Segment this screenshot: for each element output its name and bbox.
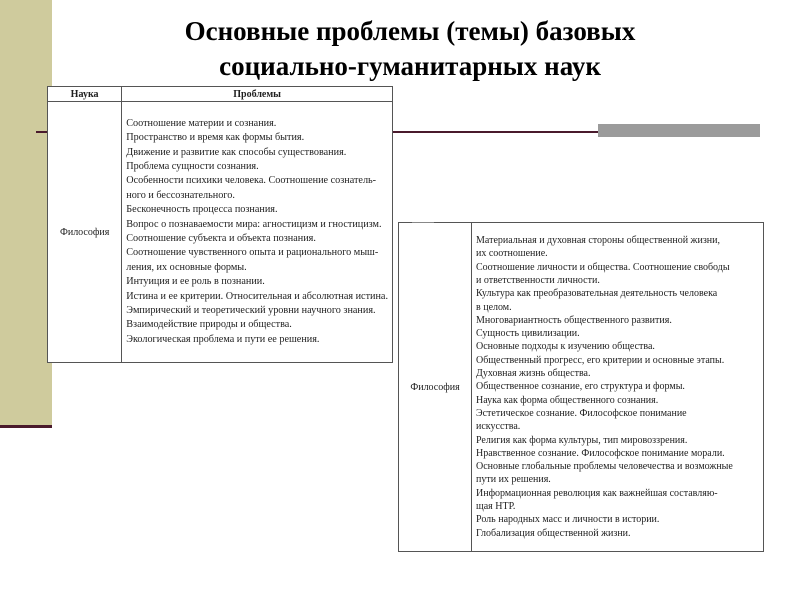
list-item: Основные подходы к изучению общества. — [476, 341, 655, 353]
table-image-1 — [47, 86, 393, 363]
list-item: Основные глобальные проблемы человечества и возможные — [476, 461, 733, 473]
list-item: Религия как форма культуры, тип мировоззрения. — [476, 434, 688, 446]
list-item: ления, их основные формы. — [126, 261, 247, 273]
list-item: Проблема сущности сознания. — [126, 160, 259, 172]
scan-edge-mark — [412, 222, 434, 227]
header-science: Наука — [48, 87, 122, 102]
list-item: Экологическая проблема и пути ее решения. — [126, 333, 320, 345]
slide-title — [60, 14, 760, 84]
table-row — [399, 223, 764, 552]
list-item: Эстетическое сознание. Философское понимание — [476, 407, 687, 419]
list-item: Роль народных масс и личности в истории. — [476, 514, 660, 526]
topics-table-1 — [47, 86, 393, 363]
list-item: Общественный прогресс, его критерии и основные этапы. — [476, 354, 725, 366]
list-item: Соотношение личности и общества. Соотношение свободы — [476, 261, 730, 273]
list-item: Взаимодействие природы и общества. — [126, 319, 292, 331]
list-item: в целом. — [476, 301, 512, 313]
table-image-2 — [398, 222, 764, 552]
slide-title-line-2: социально-гуманитарных наук — [219, 51, 601, 81]
subject-cell: Философия — [48, 102, 122, 363]
list-item: Культура как преобразовательная деятельность человека — [476, 288, 718, 300]
list-item: Сущность цивилизации. — [476, 328, 580, 340]
table-header-row — [48, 87, 393, 102]
list-item: Соотношение чувственного опыта и рационального мыш- — [126, 247, 379, 259]
header-problems: Проблемы — [122, 87, 393, 102]
list-item: Движение и развитие как способы существования. — [126, 146, 347, 158]
slide-title-line-1: Основные проблемы (темы) базовых — [184, 16, 636, 46]
topics-cell — [472, 223, 764, 552]
list-item: пути их решения. — [476, 474, 551, 486]
list-item: Общественное сознание, его структура и формы. — [476, 381, 685, 393]
list-item: Глобализация общественной жизни. — [476, 527, 631, 539]
list-item: щая НТР. — [476, 501, 516, 513]
list-item: Материальная и духовная стороны общественной жизни, — [476, 235, 720, 247]
list-item: Истина и ее критерии. Относительная и абсолютная истина. — [126, 290, 388, 302]
list-item: Соотношение субъекта и объекта познания. — [126, 233, 316, 244]
subject-cell: Философия — [399, 223, 472, 552]
table-row — [48, 102, 393, 363]
list-item: ного и бессознательного. — [126, 189, 235, 201]
list-item: искусства. — [476, 421, 521, 433]
left-decor-stripe — [0, 0, 52, 425]
list-item: Интуиция и ее роль в познании. — [126, 276, 265, 288]
decor-square — [598, 124, 760, 137]
topics-table-2 — [398, 222, 764, 552]
list-item: Многовариантность общественного развития. — [476, 314, 672, 326]
topics-cell — [122, 102, 393, 363]
list-item: Бесконечность процесса познания. — [126, 204, 278, 216]
list-item: их соотношение. — [476, 248, 548, 260]
list-item: Духовная жизнь общества. — [476, 368, 591, 380]
list-item: Информационная революция как важнейшая составляю- — [476, 487, 718, 499]
left-decor-line — [0, 425, 52, 428]
list-item: Пространство и время как формы бытия. — [126, 132, 305, 144]
list-item: Соотношение материи и сознания. — [126, 117, 277, 129]
list-item: и ответственности личности. — [476, 274, 600, 286]
list-item: Вопрос о познаваемости мира: агностицизм и гностицизм. — [126, 218, 382, 230]
list-item: Особенности психики человека. Соотношение сознатель- — [126, 175, 377, 187]
list-item: Нравственное сознание. Философское понимание морали. — [476, 447, 725, 459]
list-item: Эмпирический и теоретический уровни научного знания. — [126, 305, 376, 317]
list-item: Наука как форма общественного сознания. — [476, 394, 659, 406]
